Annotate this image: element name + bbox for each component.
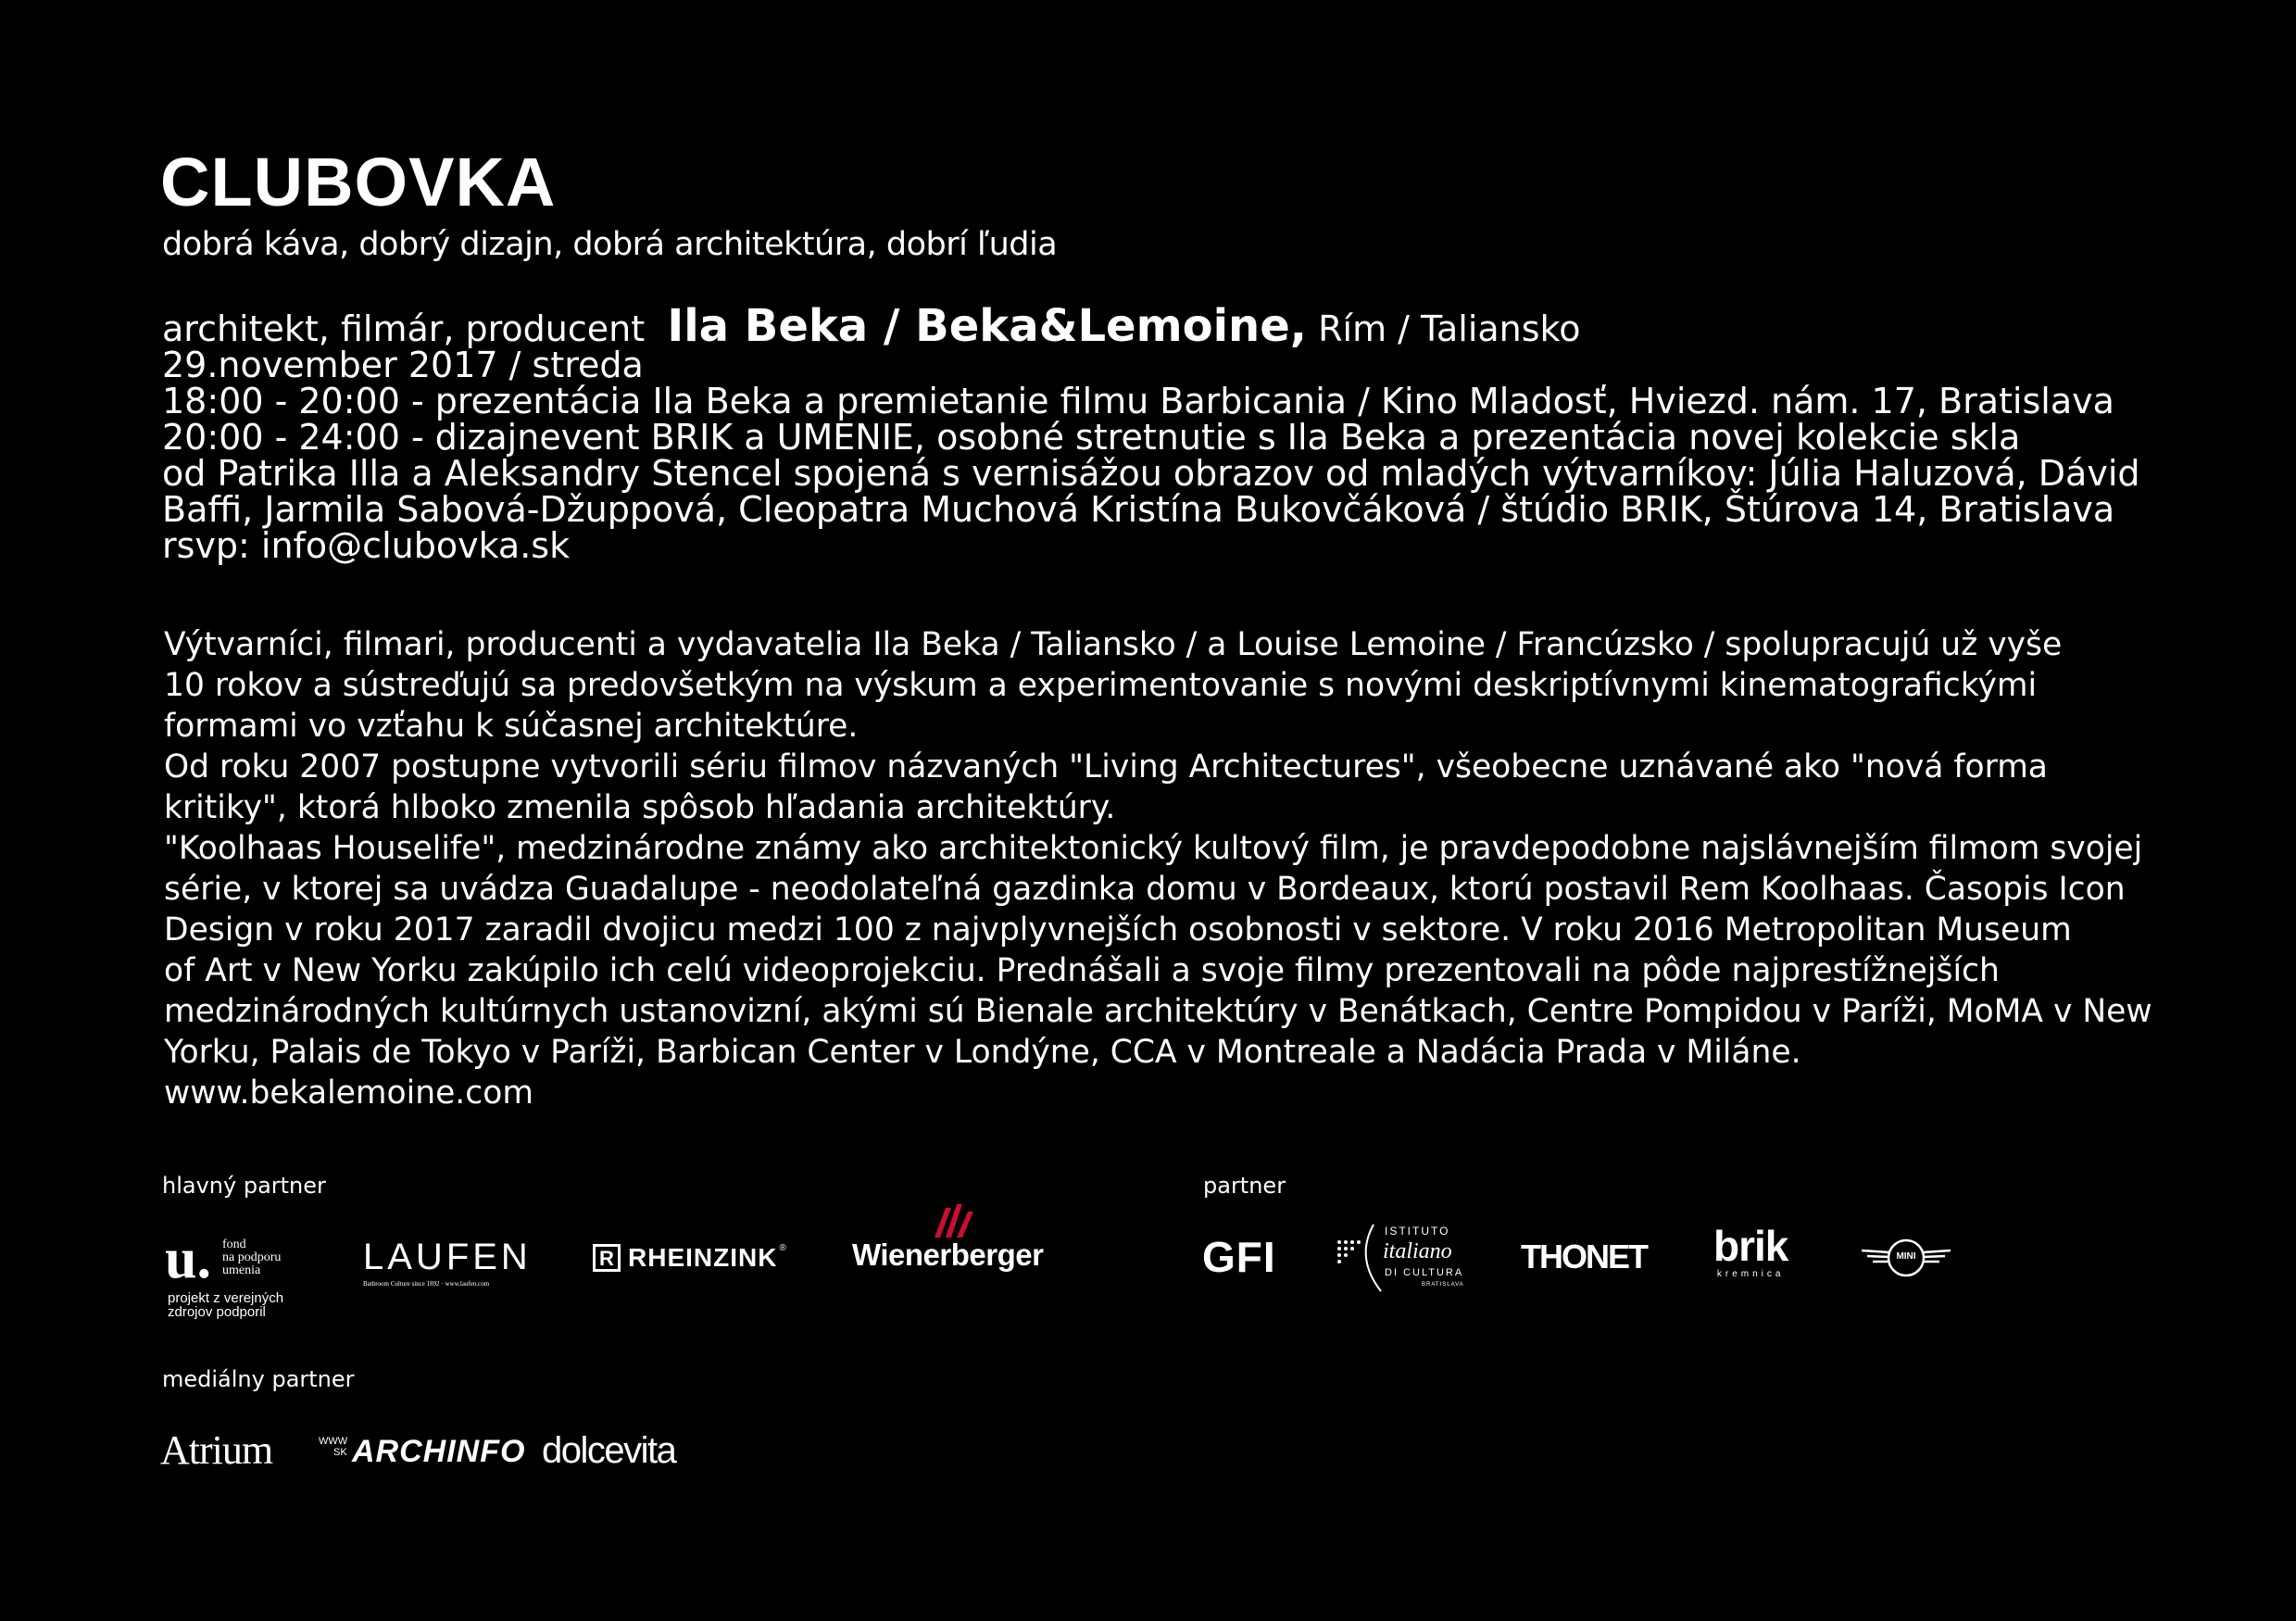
fpu-note: zdrojov podporil xyxy=(168,1304,266,1320)
rheinzink-reg: ® xyxy=(779,1243,786,1253)
fpu-line: na podporu xyxy=(222,1250,282,1264)
description-line: kritiky", ktorá hlboko zmenila spôsob hľadania architektúry. xyxy=(164,789,1116,826)
event-program-1: 18:00 - 20:00 - prezentácia Ila Beka a premietanie filmu Barbicania / Kino Mladosť, Hviezd. nám. 17, Bratislava xyxy=(162,381,2114,421)
event-date: 29.november 2017 / streda xyxy=(162,345,644,385)
rheinzink-logo xyxy=(593,1243,786,1273)
description-line: Od roku 2007 postupne vytvorili sériu filmov názvaných "Living Architectures", všeobecne uznávané ako "nová forma xyxy=(164,748,2048,785)
iic-line: italiano xyxy=(1383,1239,1452,1263)
description-line: formami vo vzťahu k súčasnej architektúre. xyxy=(164,708,859,745)
description-line: of Art v New Yorku zakúpilo ich celú videoprojekciu. Prednášali a svoje filmy prezentovali na pôde najprestížnejších xyxy=(164,952,2000,989)
archinfo-wordmark: ARCHINFO xyxy=(352,1434,526,1469)
laufen-subline: Bathroom Culture since 1892 · www.laufen.com xyxy=(363,1280,490,1288)
wienerberger-wordmark: Wienerberger xyxy=(852,1238,1044,1272)
brik-subline: kremnica xyxy=(1716,1269,1785,1279)
mini-wordmark: MINI xyxy=(1896,1251,1916,1262)
event-rsvp[interactable]: rsvp: info@clubovka.sk xyxy=(162,525,571,566)
dolcevita-logo: dolcevita xyxy=(542,1430,676,1471)
gfi-logo: GFI xyxy=(1202,1233,1276,1281)
laufen-wordmark: LAUFEN xyxy=(363,1237,532,1277)
archinfo-prefix: WWW xyxy=(319,1436,348,1447)
description-line: Yorku, Palais de Tokyo v Paríži, Barbican Center v Londýne, CCA v Montreale a Nadácia Prada v Miláne. xyxy=(164,1034,1801,1071)
description-line: Design v roku 2017 zaradil dvojicu medzi 100 z najvplyvnejších osobnosti v sektore. V roku 2016 Metropolitan Museum xyxy=(164,911,2072,949)
fpu-line: umenia xyxy=(222,1263,261,1277)
fpu-line: fond xyxy=(222,1238,246,1251)
media-partner-label: mediálny partner xyxy=(162,1366,355,1392)
description xyxy=(164,624,2152,1113)
event-info xyxy=(162,300,2140,566)
laufen-logo xyxy=(363,1238,532,1288)
iic-logo xyxy=(1336,1221,1466,1295)
event-program-2-line1: 20:00 - 24:00 - dizajnevent BRIK a UMENIE, osobné stretnutie s Ila Beka a prezentácia novej kolekcie skla xyxy=(162,417,2021,458)
atrium-logo: Atrium xyxy=(160,1427,273,1473)
event-guest: Ila Beka / Beka&Lemoine, xyxy=(667,300,1308,352)
event-headline xyxy=(162,300,2140,352)
event-program-2-line2: od Patrika Illa a Aleksandry Stencel spojená s vernisážou obrazov od mladých výtvarníkov: Júlia Haluzová, Dávid xyxy=(162,453,2140,494)
rheinzink-mark: R xyxy=(593,1244,621,1272)
description-line: série, v ktorej sa uvádza Guadalupe - neodolateľná gazdinka domu v Bordeaux, ktorú postavil Rem Koolhaas. Časopis Icon xyxy=(164,871,2126,908)
rheinzink-wordmark: RHEINZINK xyxy=(628,1243,778,1272)
brik-logo xyxy=(1713,1222,1788,1279)
description-line: "Koolhaas Houselife", medzinárodne známy ako architektonický kultový film, je pravdepodobne najslávnejším filmom svojej xyxy=(164,830,2143,867)
mini-logo xyxy=(1860,1238,1952,1280)
brik-wordmark: brik xyxy=(1713,1222,1788,1270)
brand-title: CLUBOVKA xyxy=(160,144,557,220)
brand-tagline: dobrá káva, dobrý dizajn, dobrá architektúra, dobrí ľudia xyxy=(162,226,1058,263)
iic-line: ISTITUTO xyxy=(1385,1225,1450,1238)
event-role: architekt, filmár, producent xyxy=(162,308,646,349)
wienerberger-roof-icon xyxy=(933,1202,979,1239)
partner-label: partner xyxy=(1203,1173,1286,1199)
website-link[interactable]: www.bekalemoine.com xyxy=(164,1074,533,1112)
event-program-2-line3: Baffi, Jarmila Sabová-Džuppová, Cleopatra Muchová Kristína Bukovčáková / štúdio BRIK, Štúrova 14, Bratislava xyxy=(162,489,2115,530)
description-line: Výtvarníci, filmari, producenti a vydavatelia Ila Beka / Taliansko / a Louise Lemoine / Francúzsko / spolupracujú už vyše xyxy=(164,626,2063,663)
fpu-mark: u. xyxy=(165,1227,211,1290)
main-partner-label: hlavný partner xyxy=(162,1173,326,1199)
fpu-note: projekt z verejných xyxy=(168,1290,284,1306)
event-location: Rím / Taliansko xyxy=(1318,308,1581,349)
description-line: medzinárodných kultúrnych ustanovizní, akými sú Bienale architektúry v Benátkach, Centre Pompidou v Paríži, MoMA v New xyxy=(164,993,2152,1030)
description-line: 10 rokov a sústreďujú sa predovšetkým na výskum a experimentovanie s novými deskriptívnymi kinematografickými xyxy=(164,667,2038,704)
iic-line: DI CULTURA xyxy=(1385,1267,1464,1278)
iic-line: BRATISLAVA xyxy=(1422,1282,1464,1288)
thonet-logo: THONET xyxy=(1521,1238,1647,1275)
archinfo-prefix: SK xyxy=(333,1447,347,1458)
